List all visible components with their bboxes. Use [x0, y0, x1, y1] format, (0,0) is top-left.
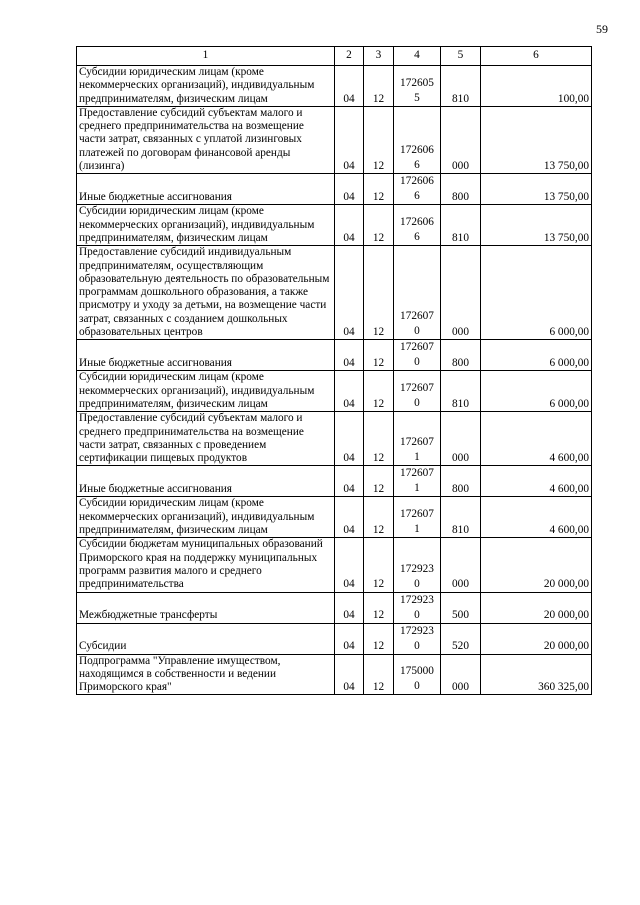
row-name: Предоставление субсидий индивидуальным предпринимателям, осуществляющим образовательную деятельность по образовательным программам дошкольного образования, а также присмотру и уходу за детьми, на возмещение части затрат, связанных с созданием дошкольных образовательных центров [77, 246, 335, 340]
row-code-bottom: 0 [414, 397, 420, 410]
row-col-2: 04 [335, 340, 364, 371]
row-col-2: 04 [335, 497, 364, 538]
row-code-top: 175000 [400, 665, 434, 678]
row-amount: 20 000,00 [481, 592, 592, 623]
row-code-bottom: 0 [414, 325, 420, 338]
table-row [77, 106, 592, 173]
row-amount: 13 750,00 [481, 205, 592, 246]
row-amount: 20 000,00 [481, 538, 592, 592]
row-col-2: 04 [335, 174, 364, 205]
row-col-5: 800 [441, 174, 481, 205]
table-row [77, 654, 592, 695]
row-code-bottom: 5 [414, 91, 420, 104]
row-code [394, 654, 441, 695]
row-amount: 100,00 [481, 66, 592, 107]
row-col-5: 810 [441, 66, 481, 107]
row-col-3: 12 [364, 538, 394, 592]
header-col-3: 3 [364, 47, 394, 66]
row-col-2: 04 [335, 246, 364, 340]
row-code [394, 497, 441, 538]
row-code [394, 412, 441, 466]
row-code-bottom: 6 [414, 231, 420, 244]
row-col-2: 04 [335, 66, 364, 107]
row-code [394, 466, 441, 497]
row-name: Субсидии юридическим лицам (кроме некоммерческих организаций), индивидуальным предпринимателям, физическим лицам [77, 497, 335, 538]
row-code-top: 172607 [400, 467, 434, 480]
row-amount: 4 600,00 [481, 497, 592, 538]
row-amount: 4 600,00 [481, 466, 592, 497]
row-code-bottom: 6 [414, 190, 420, 203]
row-col-5: 000 [441, 538, 481, 592]
row-col-5: 800 [441, 340, 481, 371]
header-col-5: 5 [441, 47, 481, 66]
row-col-2: 04 [335, 412, 364, 466]
row-name: Предоставление субсидий субъектам малого и среднего предпринимательства на возмещение части затрат, связанных с уплатой лизинговых платежей по договорам финансовой аренды (лизинга) [77, 106, 335, 173]
row-col-5: 520 [441, 623, 481, 654]
row-code-top: 172923 [400, 562, 434, 575]
row-col-2: 04 [335, 205, 364, 246]
row-code-top: 172606 [400, 216, 434, 229]
row-code [394, 66, 441, 107]
header-row [77, 47, 592, 66]
row-code-top: 172607 [400, 436, 434, 449]
row-col-3: 12 [364, 246, 394, 340]
row-col-5: 000 [441, 654, 481, 695]
row-name: Субсидии юридическим лицам (кроме некоммерческих организаций), индивидуальным предпринимателям, физическим лицам [77, 66, 335, 107]
table-row [77, 371, 592, 412]
row-col-5: 810 [441, 205, 481, 246]
row-code-bottom: 6 [414, 159, 420, 172]
row-col-5: 810 [441, 497, 481, 538]
row-col-3: 12 [364, 654, 394, 695]
row-code-bottom: 1 [414, 451, 420, 464]
header-col-4: 4 [394, 47, 441, 66]
table-row [77, 174, 592, 205]
row-amount: 13 750,00 [481, 174, 592, 205]
row-col-3: 12 [364, 205, 394, 246]
row-code [394, 246, 441, 340]
row-name: Субсидии [77, 623, 335, 654]
row-amount: 6 000,00 [481, 371, 592, 412]
row-name: Предоставление субсидий субъектам малого и среднего предпринимательства на возмещение части затрат, связанных с проведением сертификации пищевых продуктов [77, 412, 335, 466]
row-name: Межбюджетные трансферты [77, 592, 335, 623]
row-code [394, 592, 441, 623]
row-code-top: 172923 [400, 624, 434, 637]
row-name: Подпрограмма "Управление имуществом, находящимся в собственности и ведении Приморского края" [77, 654, 335, 695]
row-col-5: 000 [441, 106, 481, 173]
row-code-top: 172605 [400, 76, 434, 89]
table-row [77, 538, 592, 592]
row-code-bottom: 0 [414, 356, 420, 369]
row-code-top: 172607 [400, 382, 434, 395]
row-code-bottom: 1 [414, 482, 420, 495]
table-row [77, 66, 592, 107]
row-code [394, 205, 441, 246]
row-col-3: 12 [364, 174, 394, 205]
row-col-3: 12 [364, 371, 394, 412]
row-col-2: 04 [335, 466, 364, 497]
row-code [394, 538, 441, 592]
table-row [77, 340, 592, 371]
table-row [77, 592, 592, 623]
row-col-5: 810 [441, 371, 481, 412]
row-code-top: 172607 [400, 508, 434, 521]
table-row [77, 466, 592, 497]
row-code [394, 106, 441, 173]
header-col-2: 2 [335, 47, 364, 66]
row-code [394, 174, 441, 205]
row-col-2: 04 [335, 371, 364, 412]
row-code-bottom: 0 [414, 577, 420, 590]
row-col-3: 12 [364, 623, 394, 654]
row-code-bottom: 0 [414, 680, 420, 693]
row-code-top: 172923 [400, 593, 434, 606]
row-code-bottom: 0 [414, 639, 420, 652]
row-col-3: 12 [364, 497, 394, 538]
row-code-top: 172607 [400, 341, 434, 354]
header-col-6: 6 [481, 47, 592, 66]
row-col-2: 04 [335, 654, 364, 695]
row-code [394, 623, 441, 654]
row-col-2: 04 [335, 106, 364, 173]
row-amount: 4 600,00 [481, 412, 592, 466]
row-col-5: 500 [441, 592, 481, 623]
row-col-2: 04 [335, 592, 364, 623]
table-row [77, 497, 592, 538]
row-col-5: 800 [441, 466, 481, 497]
table-row [77, 412, 592, 466]
row-name: Субсидии юридическим лицам (кроме некоммерческих организаций), индивидуальным предпринимателям, физическим лицам [77, 371, 335, 412]
header-col-1: 1 [77, 47, 335, 66]
row-col-3: 12 [364, 412, 394, 466]
row-code-bottom: 1 [414, 523, 420, 536]
row-col-5: 000 [441, 412, 481, 466]
row-col-5: 000 [441, 246, 481, 340]
row-amount: 6 000,00 [481, 246, 592, 340]
row-name: Иные бюджетные ассигнования [77, 466, 335, 497]
row-col-3: 12 [364, 340, 394, 371]
row-name: Иные бюджетные ассигнования [77, 174, 335, 205]
row-amount: 20 000,00 [481, 623, 592, 654]
row-code-top: 172606 [400, 144, 434, 157]
row-code-top: 172606 [400, 175, 434, 188]
page-number: 59 [596, 22, 608, 36]
row-amount: 360 325,00 [481, 654, 592, 695]
row-col-2: 04 [335, 538, 364, 592]
table-body [77, 66, 592, 695]
budget-table [76, 46, 592, 695]
row-col-3: 12 [364, 66, 394, 107]
table-row [77, 205, 592, 246]
row-col-3: 12 [364, 592, 394, 623]
row-col-2: 04 [335, 623, 364, 654]
row-code [394, 340, 441, 371]
table-row [77, 623, 592, 654]
row-code [394, 371, 441, 412]
table-row [77, 246, 592, 340]
row-name: Иные бюджетные ассигнования [77, 340, 335, 371]
row-col-3: 12 [364, 466, 394, 497]
row-col-3: 12 [364, 106, 394, 173]
row-amount: 13 750,00 [481, 106, 592, 173]
row-code-bottom: 0 [414, 608, 420, 621]
row-code-top: 172607 [400, 310, 434, 323]
row-name: Субсидии юридическим лицам (кроме некоммерческих организаций), индивидуальным предпринимателям, физическим лицам [77, 205, 335, 246]
row-amount: 6 000,00 [481, 340, 592, 371]
row-name: Субсидии бюджетам муниципальных образований Приморского края на поддержку муниципальных программ развития малого и среднего предпринимательства [77, 538, 335, 592]
